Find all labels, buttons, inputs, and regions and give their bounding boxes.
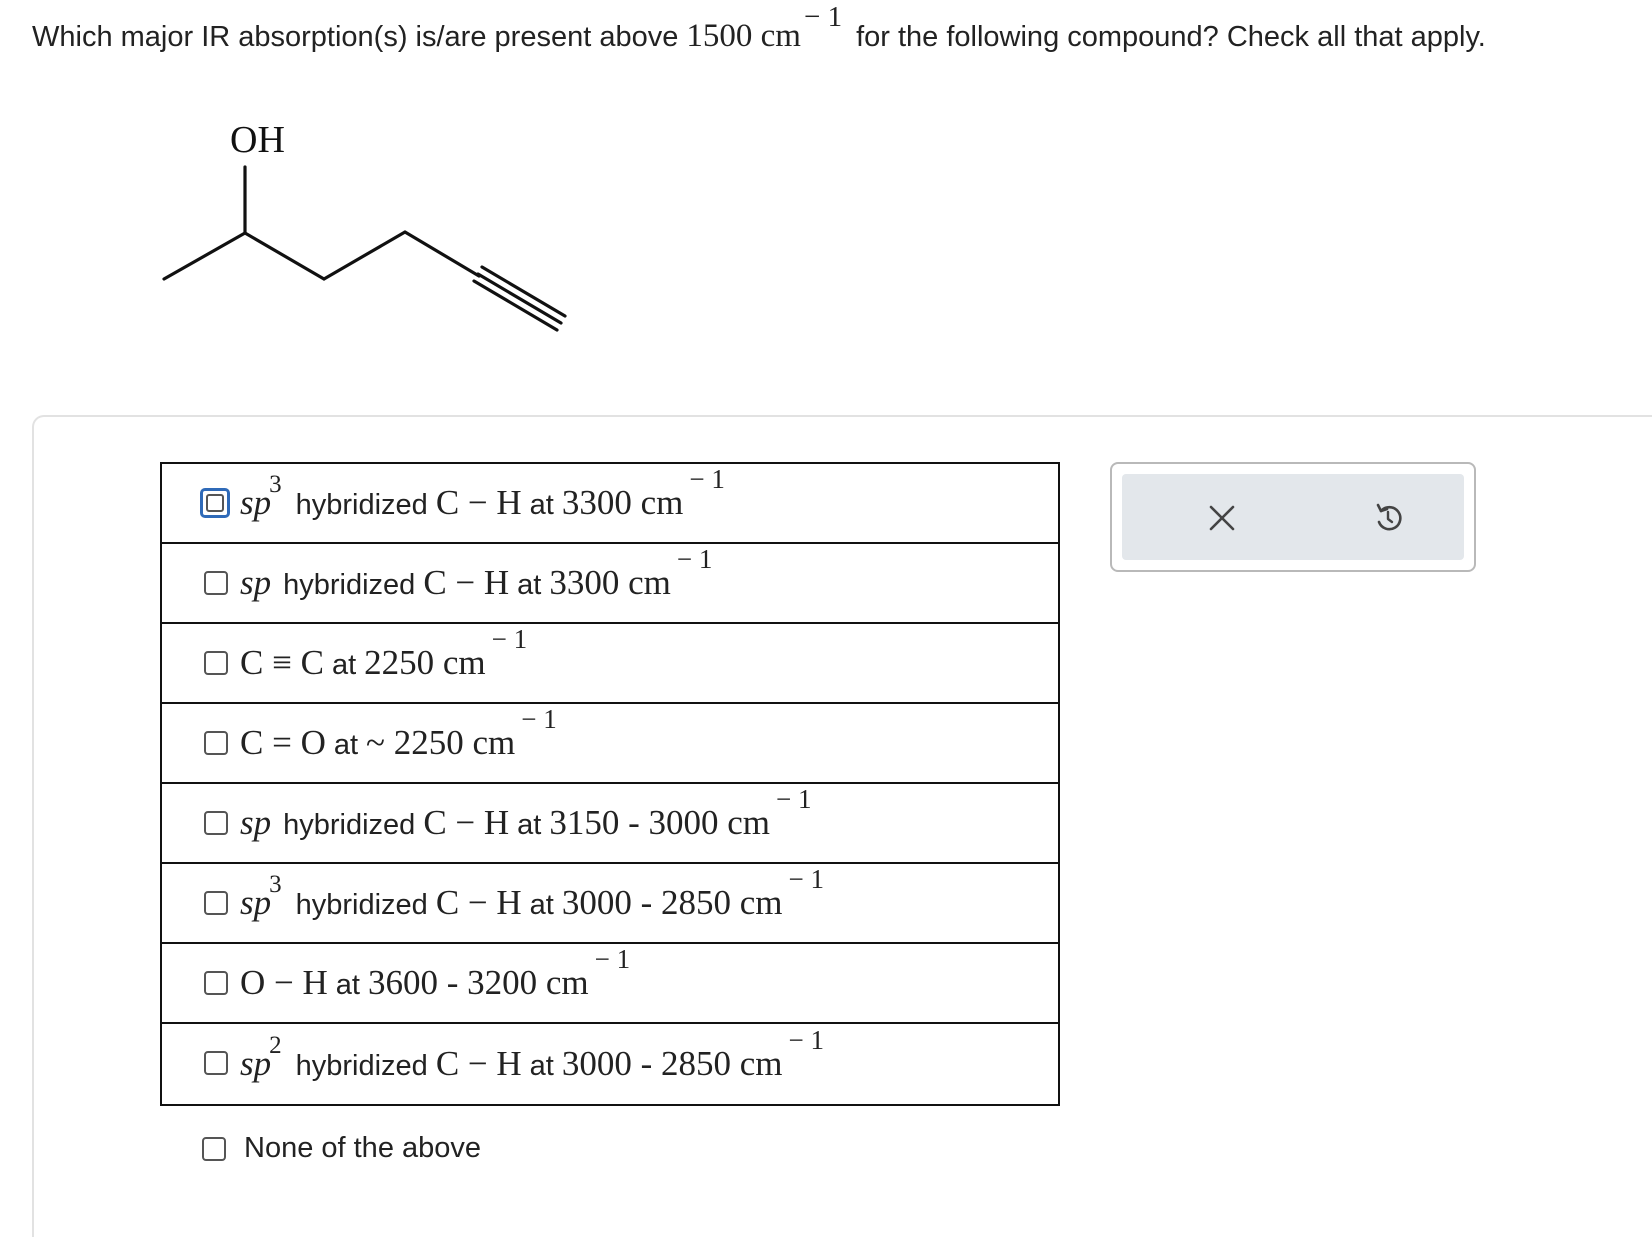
checkbox[interactable] [204,891,228,915]
question-value: 1500 cm [686,18,801,54]
checkbox[interactable] [200,488,230,518]
checkbox[interactable] [204,731,228,755]
reset-button[interactable] [1370,500,1406,536]
checkbox[interactable] [204,811,228,835]
hydroxyl-label: OH [230,119,285,161]
option-label: sp hybridized C − H at 3150 - 3000 cm − 1 [240,784,812,842]
option-sp3-ch-3300[interactable] [162,464,1058,544]
option-label: sp 3 hybridized C − H at 3300 cm − 1 [240,464,725,522]
answer-tools [1110,462,1476,572]
option-label: sp 3 hybridized C − H at 3000 - 2850 cm − 1 [240,864,825,922]
option-label: C ≡ C at 2250 cm − 1 [240,624,528,682]
option-label: C = O at ~ 2250 cm − 1 [240,704,557,762]
molecule-structure [150,110,580,350]
option-cc-triple-2250[interactable] [162,624,1058,704]
options-list [160,462,1060,1106]
triple-bond-2 [478,274,561,323]
option-label: O − H at 3600 - 3200 cm − 1 [240,944,631,1002]
option-label: None of the above [244,1131,482,1164]
checkbox[interactable] [204,571,228,595]
option-oh-3600-3200[interactable] [162,944,1058,1024]
option-sp3-ch-3000-2850[interactable] [162,864,1058,944]
checkbox[interactable] [204,1051,228,1075]
option-co-2250[interactable] [162,704,1058,784]
checkbox[interactable] [202,1137,226,1161]
checkbox[interactable] [204,651,228,675]
option-label: sp hybridized C − H at 3300 cm − 1 [240,544,713,602]
question-part1: Which major IR absorption(s) is/are present above [32,21,687,53]
question-exponent: − 1 [803,1,843,33]
option-sp2-ch-3000-2850[interactable] [162,1024,1058,1104]
option-sp-ch-3150-3000[interactable] [162,784,1058,864]
question-part2: for the following compound? Check all that apply. [856,21,1486,53]
option-label: sp 2 hybridized C − H at 3000 - 2850 cm − 1 [240,1025,825,1083]
bond-methyl [164,233,245,279]
option-none-of-the-above[interactable] [160,1126,481,1170]
close-icon [1207,503,1237,533]
bond-c4-c5 [405,232,479,276]
clear-button[interactable] [1204,500,1240,536]
option-sp-ch-3300[interactable] [162,544,1058,624]
undo-icon [1372,502,1404,534]
checkbox[interactable] [204,971,228,995]
question-text [32,1,1632,65]
bond-c3-c4 [324,232,405,279]
bond-c2-c3 [245,233,324,279]
